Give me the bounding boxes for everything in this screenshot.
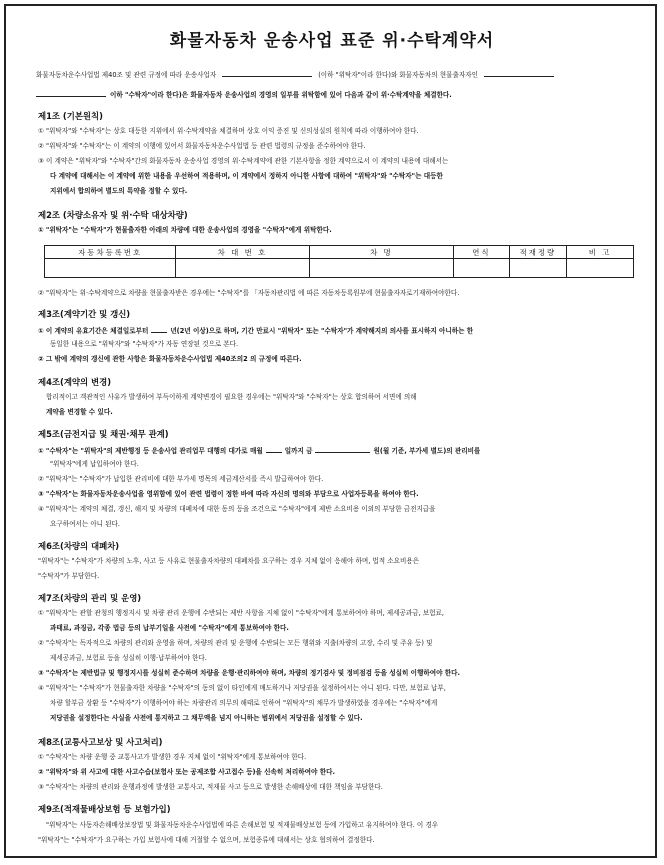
article-5-item-2: ② "위탁자"는 "수탁자"가 납입한 관리비에 대한 부가세 명목의 세금계산서를 즉시 발급하여야 한다. xyxy=(38,475,324,483)
article-8-heading: 제8조(교통사고보상 및 사고처리) xyxy=(38,737,163,747)
cell-remarks[interactable] xyxy=(567,259,634,278)
article-5-item-1-c: 원(월 기준, 부가세 별도)의 관리비를 xyxy=(373,447,481,455)
cell-vin[interactable] xyxy=(176,259,309,278)
article-6-heading: 제6조(차량의 대폐차) xyxy=(38,541,120,551)
article-3-item-1-a: ① 이 계약의 유효기간은 체결일로부터 xyxy=(38,327,149,335)
article-2-item-2: ② "위탁자"는 위·수탁계약으로 차량을 현물출자받은 경우에는 "수탁자"를 「자동차관리법 에 따른 자동차등록원부에 현물출자자로기재하여야한다. xyxy=(38,289,460,297)
header-vin: 차 대 번 호 xyxy=(176,246,309,259)
article-1-item-3-line-2: 다 계약에 대해서는 이 계약에 위한 내용을 우선하여 적용하며, 이 계약에서 정하지 아니한 사항에 대하여 "위탁자"와 "수탁자"는 대등한 xyxy=(50,172,443,180)
payment-day-blank xyxy=(266,445,282,453)
article-4-heading: 제4조(계약의 변경) xyxy=(38,377,112,387)
cell-load-capacity[interactable] xyxy=(509,259,566,278)
header-remarks: 비 고 xyxy=(567,246,634,259)
intro-text-c: 이하 "수탁자"이라 한다)은 화물자동차 운송사업의 경영의 일부를 위탁함에 있어 다음과 같이 위·수탁계약을 체결한다. xyxy=(110,91,452,99)
article-3-item-1 xyxy=(38,325,473,336)
management-fee-blank xyxy=(315,445,370,453)
article-5-item-1-b: 일까지 금 xyxy=(284,447,313,455)
article-5-item-4-line-2: 요구하여서는 아니 된다. xyxy=(50,520,120,528)
article-7-item-2-line-1: ② "수탁자"는 독자적으로 차량의 관리와 운영을 하며, 차량의 관리 및 운행에 수반되는 모든 행위와 지출(차량의 고장, 수리 및 주유 등) 및 xyxy=(38,639,433,647)
article-2-heading: 제2조 (차량소유자 및 위·수탁 대상차량) xyxy=(38,210,188,220)
article-3-item-2: ② 그 밖에 계약의 갱신에 관한 사항은 화물자동차운수사업법 제40조의2 의 규정에 따른다. xyxy=(38,355,302,363)
contractor-name-blank xyxy=(222,69,312,77)
cell-registration-number[interactable] xyxy=(45,259,176,278)
article-7-item-3: ③ "수탁자"는 제반법규 및 행정지시를 성실히 준수하며 차량을 운행·관리하여야 하며, 차량의 정기검사 및 정비점검 등을 성실히 이행하여야 한다. xyxy=(38,669,461,677)
header-vehicle-name: 차 명 xyxy=(309,246,454,259)
vehicle-table xyxy=(44,245,634,278)
header-model-year: 연식 xyxy=(454,246,510,259)
article-7-item-2-line-2: 제세공과금, 보험료 등을 성실히 이행·납부하여야 한다. xyxy=(50,654,207,662)
cell-model-year[interactable] xyxy=(454,259,510,278)
article-3-heading: 제3조(계약기간 및 갱신) xyxy=(38,309,131,319)
article-4-line-2: 계약을 변경할 수 있다. xyxy=(46,408,113,416)
article-6-line-1: "위탁자"는 "수탁자"가 차량의 노후, 사고 등 사유로 현물출자차량의 대폐차를 요구하는 경우 지체 없이 응해야 하며, 법적 소요비용은 xyxy=(38,557,420,565)
article-7-item-1-line-2: 과태료, 과징금, 각종 법금 등의 납부기일을 사전에 "수탁자"에게 통보하여야 한다. xyxy=(50,624,289,632)
contract-years-blank xyxy=(151,325,167,333)
article-9-heading: 제9조(적재물배상보험 등 보험가입) xyxy=(38,804,171,814)
article-9-line-1: "위탁자"는 사동자손해배상보장법 및 화물자동차운수사업법에 따른 손해보험 및 적재물배상보험 등에 가입하고 유지하여야 한다. 이 경우 xyxy=(46,821,439,829)
intro-line-1 xyxy=(36,69,554,80)
article-3-item-1-b: 년(2년 이상)으로 하며, 기간 만료시 "위탁자" 또는 "수탁자"가 계약해지의 의사를 표시하지 아니하는 한 xyxy=(170,327,474,335)
header-load-capacity: 적재정량 xyxy=(509,246,566,259)
article-5-heading: 제5조(금전지급 및 채권·채무 관계) xyxy=(38,429,169,439)
header-registration-number: 자동차등록번호 xyxy=(45,246,176,259)
article-5-item-4-line-1: ④ "위탁자"는 계약의 체결, 갱신, 해지 및 차량의 대폐차에 대한 동의 등을 조건으로 "수탁자"에게 제반 소요비용 이외의 부당한 금전지급을 xyxy=(38,505,436,513)
article-1-item-3-line-3: 지위에서 합의하여 별도의 특약을 정할 수 있다. xyxy=(50,187,188,195)
article-7-item-1-line-1: ① "위탁자"는 관할 관청의 행정지시 및 차량 관리 운행에 수반되는 제반 사항을 지체 없이 "수탁자"에게 통보하여야 하며, 제세공과금, 보험료, xyxy=(38,609,445,617)
intro-text-b: (이하 "위탁자"이라 한다)와 화물자동차의 현물출자자인 xyxy=(318,71,478,79)
article-6-line-2: "수탁자"가 부담한다. xyxy=(38,572,100,580)
article-9-line-2: "위탁자"는 "수탁자"가 요구하는 가입 보험사에 대해 거절할 수 없으며, 보험종류에 대해서는 상호 협의하여 결정한다. xyxy=(38,836,375,844)
article-3-item-1-line-2: 동일한 내용으로 "위탁자"와 "수탁자"가 자동 연장된 것으로 본다. xyxy=(50,340,239,348)
vehicle-table-header-row xyxy=(45,246,634,259)
article-1-item-2: ② "위탁자"와 "수탁자"는 이 계약의 이행에 있어서 화물자동차운수사업법 등 관련 법령의 규정을 준수하여야 한다. xyxy=(38,142,366,150)
article-4-line-1: 합리적이고 객관적인 사유가 발생하여 부득이하게 계약변경이 필요한 경우에는 "위탁자"와 "수탁자"는 상호 합의하여 서면에 의해 xyxy=(46,393,417,401)
vehicle-table-row xyxy=(45,259,634,278)
article-8-item-2: ② "위탁자"와 위 사고에 대한 사고수습(보험사 또는 공제조합 사고접수 등)을 신속히 처리하여야 한다. xyxy=(38,768,335,776)
article-5-item-3: ③ "수탁자"는 화물자동차운송사업을 영위함에 있어 관련 법령이 정한 바에 따라 자신의 명의와 부담으로 사업자등록을 하여야 한다. xyxy=(38,490,419,498)
article-7-item-4-line-3: 저당권을 설정한다는 사실을 사전에 통지하고 그 채무액을 넘지 아니하는 범위에서 저당권을 설정할 수 있다. xyxy=(50,714,363,722)
article-1-item-3-line-1: ③ 이 계약은 "위탁자"와 "수탁자"간의 화물자동차 운송사업 경영의 위·수탁계약에 관한 기본사항을 정한 계약으로서 이 계약의 내용에 대해서는 xyxy=(38,157,449,165)
article-2-item-1: ① "위탁자"는 "수탁자"가 현물출자한 아래의 차량에 대한 운송사업의 경영을 "수탁자"에게 위탁한다. xyxy=(38,226,332,234)
investor-name-blank-2 xyxy=(36,89,106,97)
article-7-item-4-line-1: ④ "위탁자"는 "수탁자"가 현물출자한 차량을 "수탁자"의 동의 없이 타인에게 매도하거나 저당권을 설정하여서는 아니 된다. 다만, 보험료 납부, xyxy=(38,684,446,692)
intro-text-a: 화물자동차운수사업법 제40조 및 관련 규정에 따라 운송사업자 xyxy=(36,71,217,79)
article-7-item-4-line-2: 차량 할부금 상환 등 "수탁자"가 이행하여야 하는 차량관리 의무의 해태로 인하여 "위탁자"의 채무가 발생하였을 경우에는 "수탁자"에게 xyxy=(50,699,438,707)
article-5-item-1-a: ① "수탁자"는 "위탁자"의 제반행정 등 운송사업 관리업무 대행의 대가로 매월 xyxy=(38,447,263,455)
document-title: 화물자동차 운송사업 표준 위·수탁계약서 xyxy=(169,31,495,51)
intro-line-2 xyxy=(36,89,452,100)
cell-vehicle-name[interactable] xyxy=(309,259,454,278)
article-1-heading: 제1조 (기본원칙) xyxy=(38,111,103,121)
article-8-item-3: ③ "수탁자"는 차량의 관리와 운행과정에 발생한 교통사고, 적재물 사고 등으로 발생한 손해배상에 대한 책임을 부담한다. xyxy=(38,783,383,791)
article-8-item-1: ① "수탁자"는 차량 운행 중 교통사고가 발생한 경우 지체 없이 "위탁자"에게 통보하여야 한다. xyxy=(38,753,307,761)
article-5-item-1 xyxy=(38,445,480,456)
article-1-item-1: ① "위탁자"와 "수탁자"는 상호 대등한 지위에서 위·수탁계약을 체결하며 상호 이익 증진 및 신의성실의 원칙에 따라 이행하여야 한다. xyxy=(38,127,419,135)
article-7-heading: 제7조(차량의 관리 및 운영) xyxy=(38,593,142,603)
investor-name-blank xyxy=(484,69,554,77)
article-5-item-1-line-2: "위탁자"에게 납입하여야 한다. xyxy=(50,460,139,468)
